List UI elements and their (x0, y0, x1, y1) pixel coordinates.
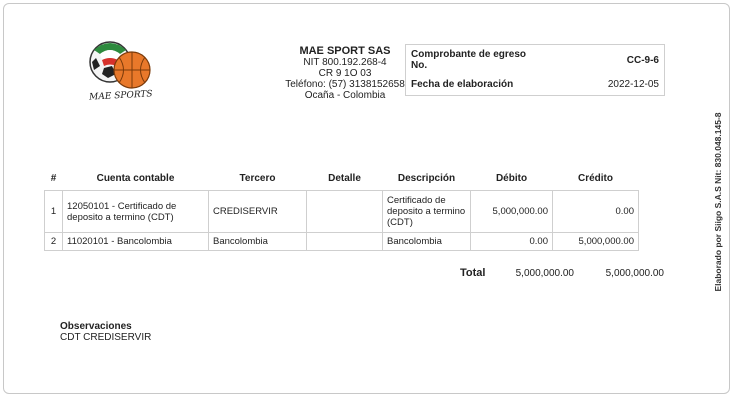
col-detail: Detalle (328, 172, 361, 184)
col-description: Descripción (397, 172, 456, 184)
observations-title: Observaciones (60, 321, 132, 332)
voucher-number: CC-9-6 (626, 55, 659, 66)
voucher-title-line1: Comprobante de egreso (411, 49, 527, 60)
col-index: # (50, 172, 57, 184)
row-credit: 5,000,000.00 (553, 233, 639, 251)
total-label: Total (460, 267, 486, 279)
company-logo (80, 34, 162, 104)
col-third: Tercero (239, 172, 276, 184)
row-description-line2: deposito a termino (387, 206, 466, 217)
row-account-line2: deposito a termino (CDT) (67, 211, 174, 223)
voucher-title-line2: No. (411, 60, 428, 71)
row-index: 1 (45, 191, 63, 233)
row-account (63, 191, 209, 233)
date-value: 2022-12-05 (607, 79, 659, 90)
table-row (45, 233, 639, 251)
voucher-title (411, 49, 526, 71)
col-credit: Crédito (578, 172, 613, 184)
row-description: Bancolombia (383, 233, 471, 251)
observations-text: CDT CREDISERVIR (60, 332, 152, 343)
entries-table (44, 170, 639, 251)
observations (60, 321, 151, 343)
col-debit: Débito (495, 172, 528, 184)
col-account: Cuenta contable (96, 172, 175, 184)
row-credit: 0.00 (553, 191, 639, 233)
company-phone: Teléfono: (57) 3138152658 (285, 79, 405, 90)
company-nit: NIT 800.192.268-4 (303, 57, 387, 68)
row-debit: 5,000,000.00 (471, 191, 553, 233)
svg-text:MAE SPORTS: MAE SPORTS (88, 89, 153, 103)
row-debit: 0.00 (471, 233, 553, 251)
row-detail (307, 233, 383, 251)
company-address: CR 9 1O 03 (318, 68, 372, 79)
table-header (45, 170, 639, 186)
row-account-line1: 12050101 - Certificado de (67, 200, 177, 212)
total-debit: 5,000,000.00 (515, 268, 574, 279)
total-credit: 5,000,000.00 (605, 268, 664, 279)
document-sheet (3, 3, 730, 394)
row-description-line3: (CDT) (387, 217, 413, 228)
row-index: 2 (45, 233, 63, 251)
company-city: Ocaña - Colombia (304, 90, 386, 101)
row-description (383, 191, 471, 233)
row-third: CREDISERVIR (209, 191, 307, 233)
row-third: Bancolombia (209, 233, 307, 251)
company-info (284, 46, 406, 101)
company-name: MAE SPORT SAS (299, 45, 391, 57)
row-detail (307, 191, 383, 233)
row-account: 11020101 - Bancolombia (63, 233, 209, 251)
side-note: Elaborado por Siigo S.A.S Nit: 830.048.145-8 (713, 112, 723, 292)
date-label: Fecha de elaboración (411, 79, 514, 90)
row-description-line1: Certificado de (387, 195, 446, 206)
voucher-box (405, 44, 665, 96)
table-row (45, 191, 639, 233)
